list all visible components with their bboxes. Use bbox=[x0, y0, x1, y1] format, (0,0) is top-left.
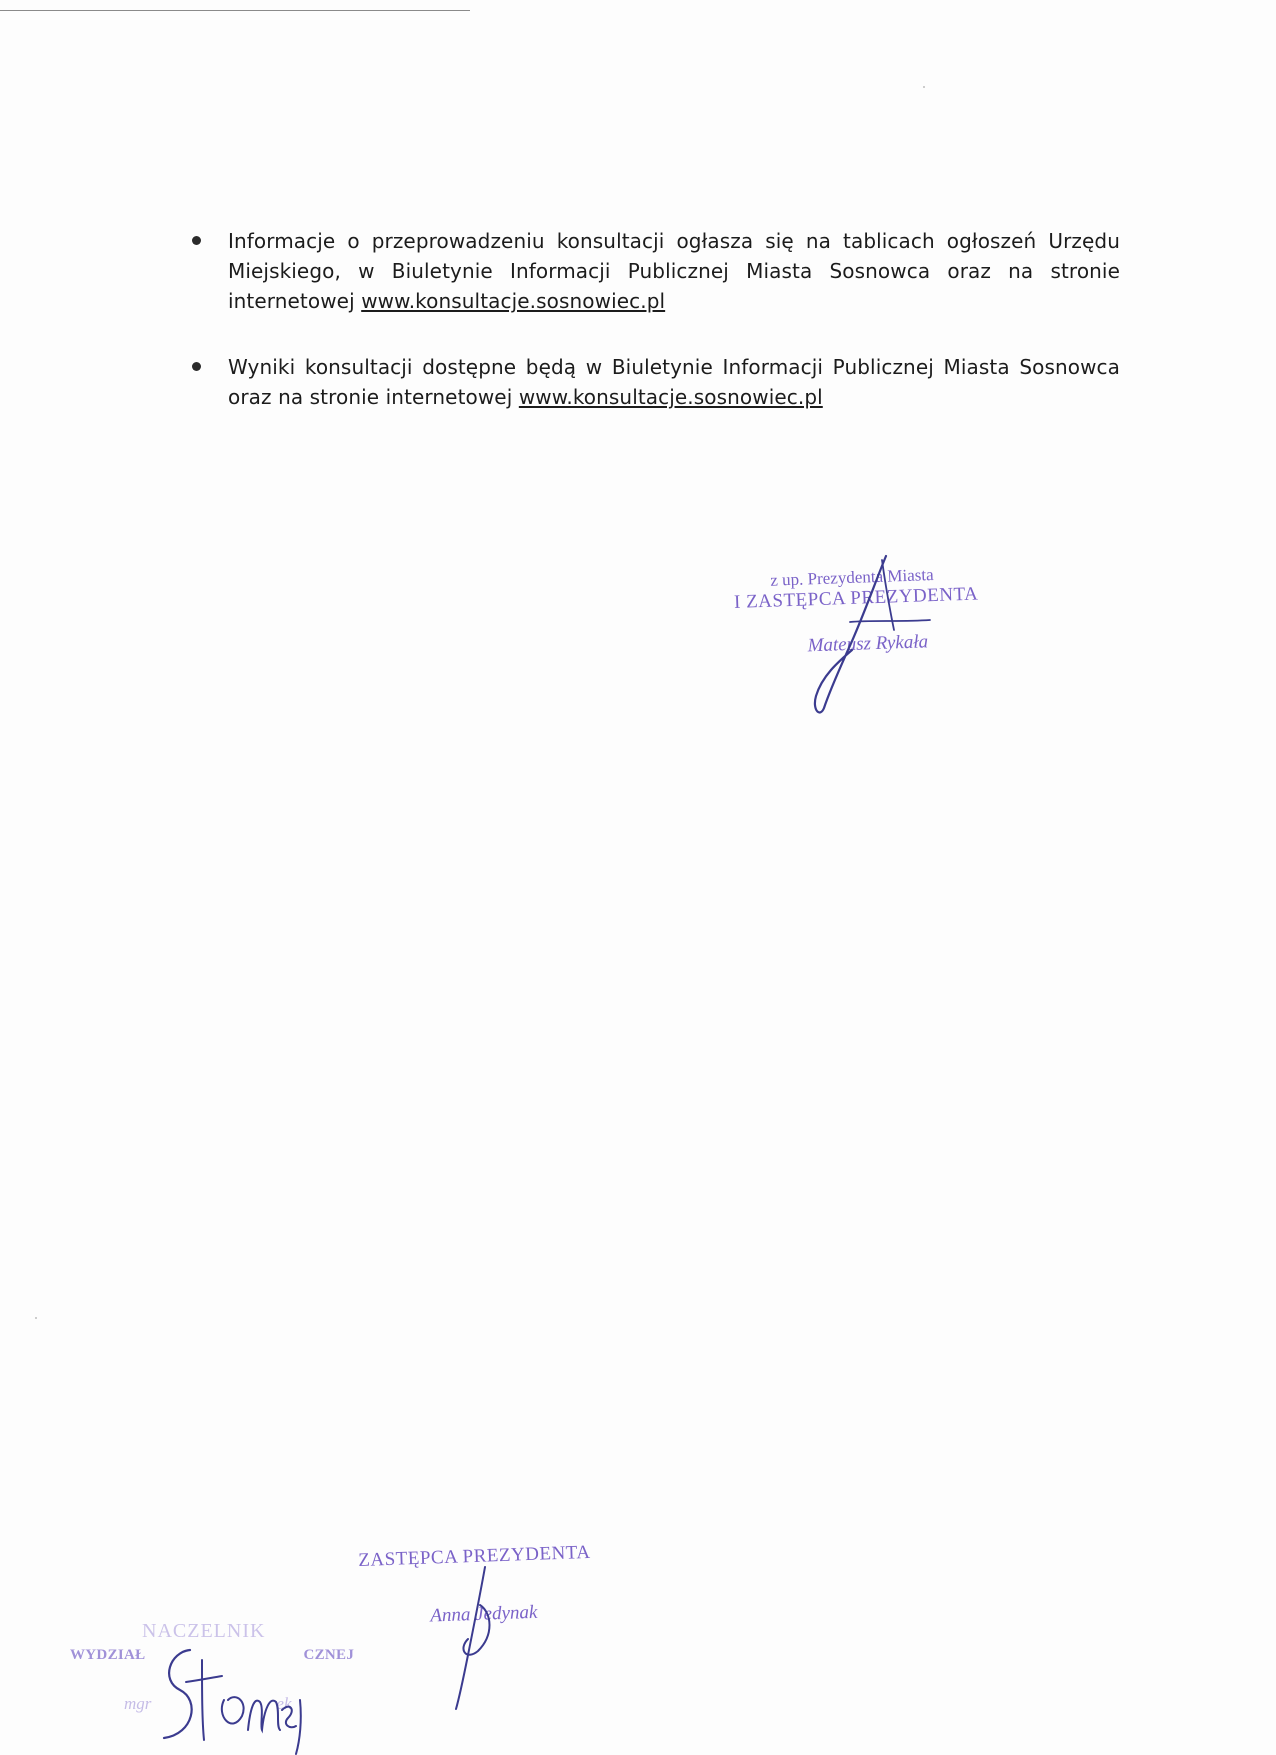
signature-jedynak-icon bbox=[440, 1565, 520, 1715]
bullet-text: Informacje o przeprowadzeniu konsultacji ogłasza się na tablicach ogłoszeń Urzędu Miejskiego, w Biuletynie Informacji Publicznej Miasta Sosnowca oraz na stronie internetowej bbox=[228, 229, 1120, 313]
scan-speck bbox=[923, 86, 925, 88]
consultation-link[interactable]: www.konsultacje.sosnowiec.pl bbox=[361, 289, 666, 313]
scan-speck bbox=[35, 1317, 37, 1319]
signature-rykala-icon bbox=[790, 550, 950, 720]
stamp-title-line: NACZELNIK bbox=[142, 1620, 266, 1642]
bullet-list bbox=[190, 226, 1120, 448]
bullet-dot-icon bbox=[192, 362, 201, 371]
stamp-title-line: ZASTĘPCA PREZYDENTA bbox=[358, 1541, 591, 1571]
signature-head-icon bbox=[150, 1630, 310, 1755]
stamp-name-line: mgr ek bbox=[124, 1694, 292, 1713]
bullet-text: Wyniki konsultacji dostępne będą w Biuletynie Informacji Publicznej Miasta Sosnowca oraz na stronie internetowej bbox=[228, 355, 1120, 409]
stamp-name-line: Mateusz Rykała bbox=[807, 631, 929, 657]
stamp-title-line: I ZASTĘPCA PREZYDENTA bbox=[733, 583, 979, 613]
stamp-authorization-line: z up. Prezydenta Miasta bbox=[769, 565, 934, 590]
stamp-department-line: WYDZIAŁ CZNEJ bbox=[70, 1647, 355, 1663]
bullet-dot-icon bbox=[192, 236, 201, 245]
scan-edge-line bbox=[0, 10, 470, 11]
bullet-item bbox=[190, 226, 1120, 316]
stamp-name-line: Anna Jedynak bbox=[429, 1601, 538, 1627]
consultation-link[interactable]: www.konsultacje.sosnowiec.pl bbox=[518, 385, 823, 409]
bullet-item bbox=[190, 352, 1120, 412]
